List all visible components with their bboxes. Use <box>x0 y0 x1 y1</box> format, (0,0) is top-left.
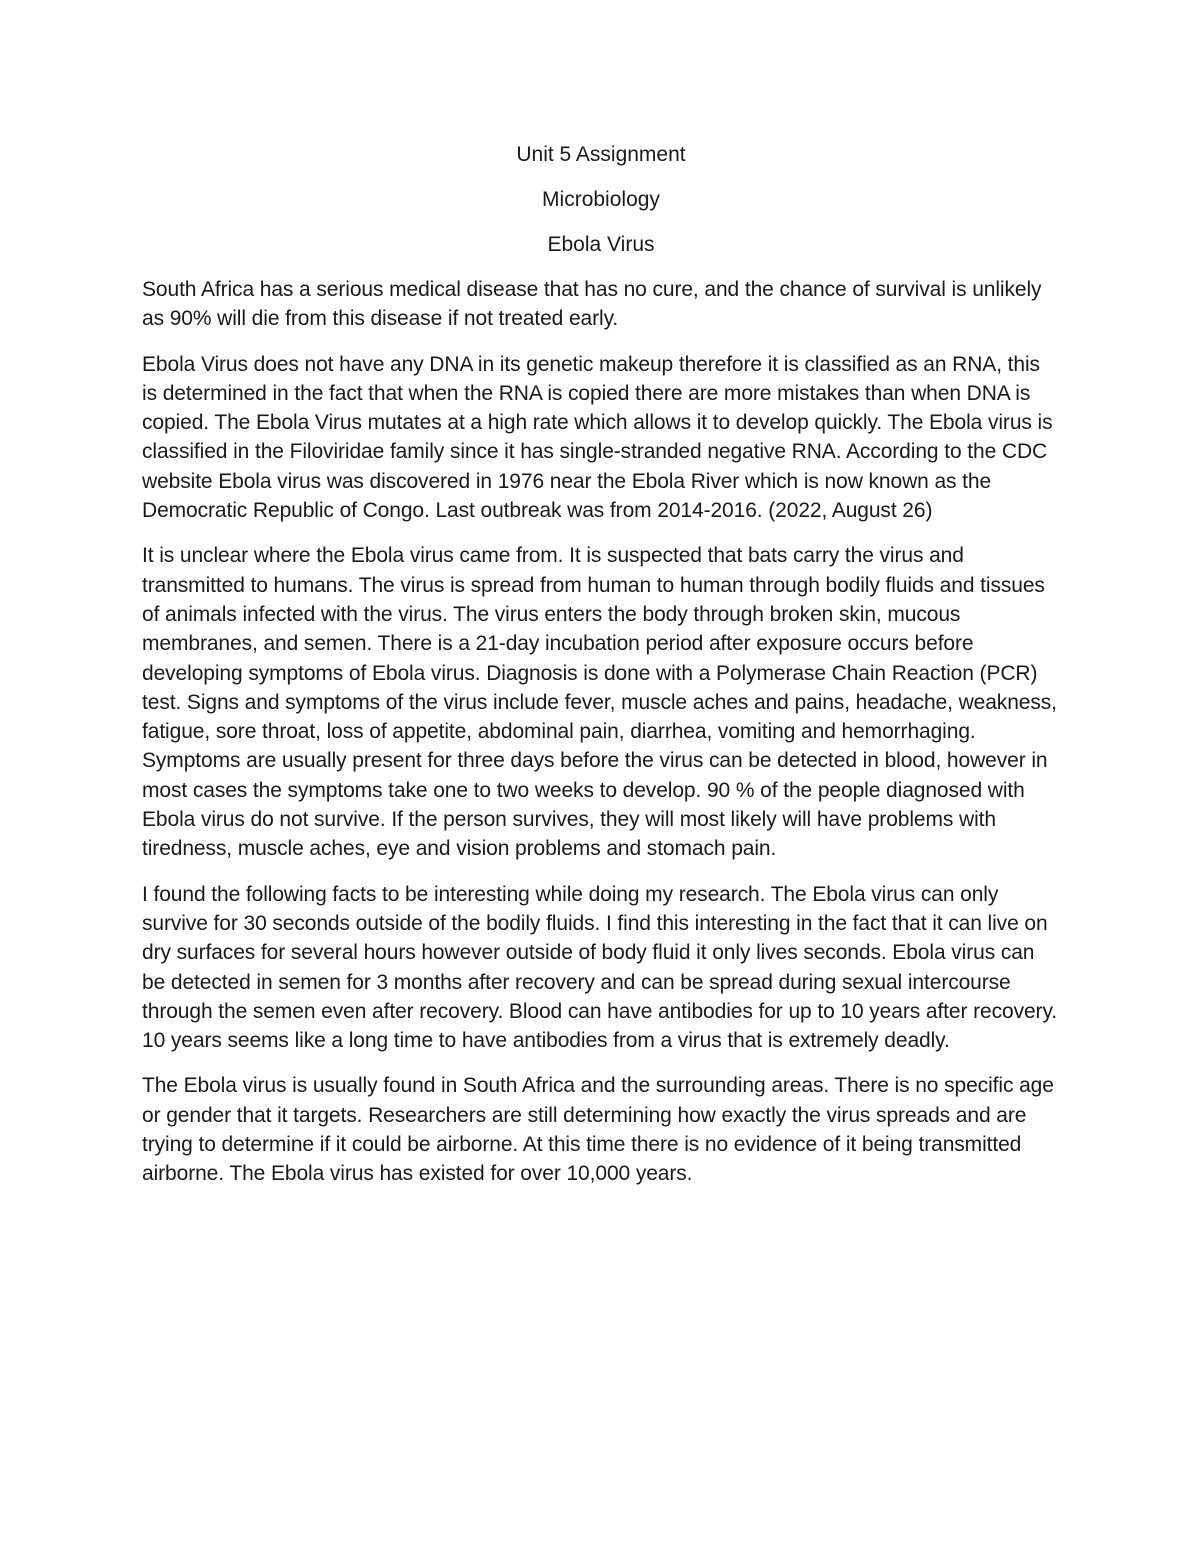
paragraph-intro: South Africa has a serious medical disease that has no cure, and the chance of survival is unlikely as 90% will die from this disease if not treated early. <box>142 278 1042 331</box>
paragraph-transmission-symptoms: It is unclear where the Ebola virus came from. It is suspected that bats carry the virus and transmitted to humans. The virus is spread from human to human through bodily fluids and tissues of animals infected with the virus. The virus enters the body through broken skin, mucous membranes, and semen. There is a 21-day incubation period after exposure occurs before developing symptoms of Ebola virus. Diagnosis is done with a Polymerase Chain Reaction (PCR) test. Signs and symptoms of the virus include fever, muscle aches and pains, headache, weakness, fatigue, sore throat, loss of appetite, abdominal pain, diarrhea, vomiting and hemorrhaging. Symptoms are usually present for three days before the virus can be detected in blood, however in most cases the symptoms take one to two weeks to develop. 90 % of the people diagnosed with Ebola virus do not survive. If the person survives, they will most likely will have problems with tiredness, muscle aches, eye and vision problems and stomach pain. <box>142 544 1057 861</box>
paragraph-interesting-facts: I found the following facts to be interesting while doing my research. The Ebola virus can only survive for 30 seconds outside of the bodily fluids. I find this interesting in the fact that it can live on dry surfaces for several hours however outside of body fluid it only lives seconds. Ebola virus can be detected in semen for 3 months after recovery and can be spread during sexual intercourse through the semen even after recovery. Blood can have antibodies for up to 10 years after recovery. 10 years seems like a long time to have antibodies from a virus that is extremely deadly. <box>142 882 1058 1053</box>
document-body <box>142 140 1060 1205</box>
course-name: Microbiology <box>542 188 660 211</box>
paragraph-classification: Ebola Virus does not have any DNA in its genetic makeup therefore it is classified as an RNA, this is determined in the fact that when the RNA is copied there are more mistakes than when DNA is copied. The Ebola Virus mutates at a high rate which allows it to develop quickly. The Ebola virus is classified in the Filoviridae family since it has single-stranded negative RNA. According to the CDC website Ebola virus was discovered in 1976 near the Ebola River which is now known as the Democratic Republic of Congo. Last outbreak was from 2014-2016. (2022, August 26) <box>142 352 1053 523</box>
assignment-title: Unit 5 Assignment <box>516 143 686 166</box>
topic-title: Ebola Virus <box>547 233 655 256</box>
paragraph-distribution: The Ebola virus is usually found in South Africa and the surrounding areas. There is no specific age or gender that it targets. Researchers are still determining how exactly the virus spreads and are trying to determine if it could be airborne. At this time there is no evidence of it being transmitted airborne. The Ebola virus has existed for over 10,000 years. <box>142 1074 1054 1186</box>
